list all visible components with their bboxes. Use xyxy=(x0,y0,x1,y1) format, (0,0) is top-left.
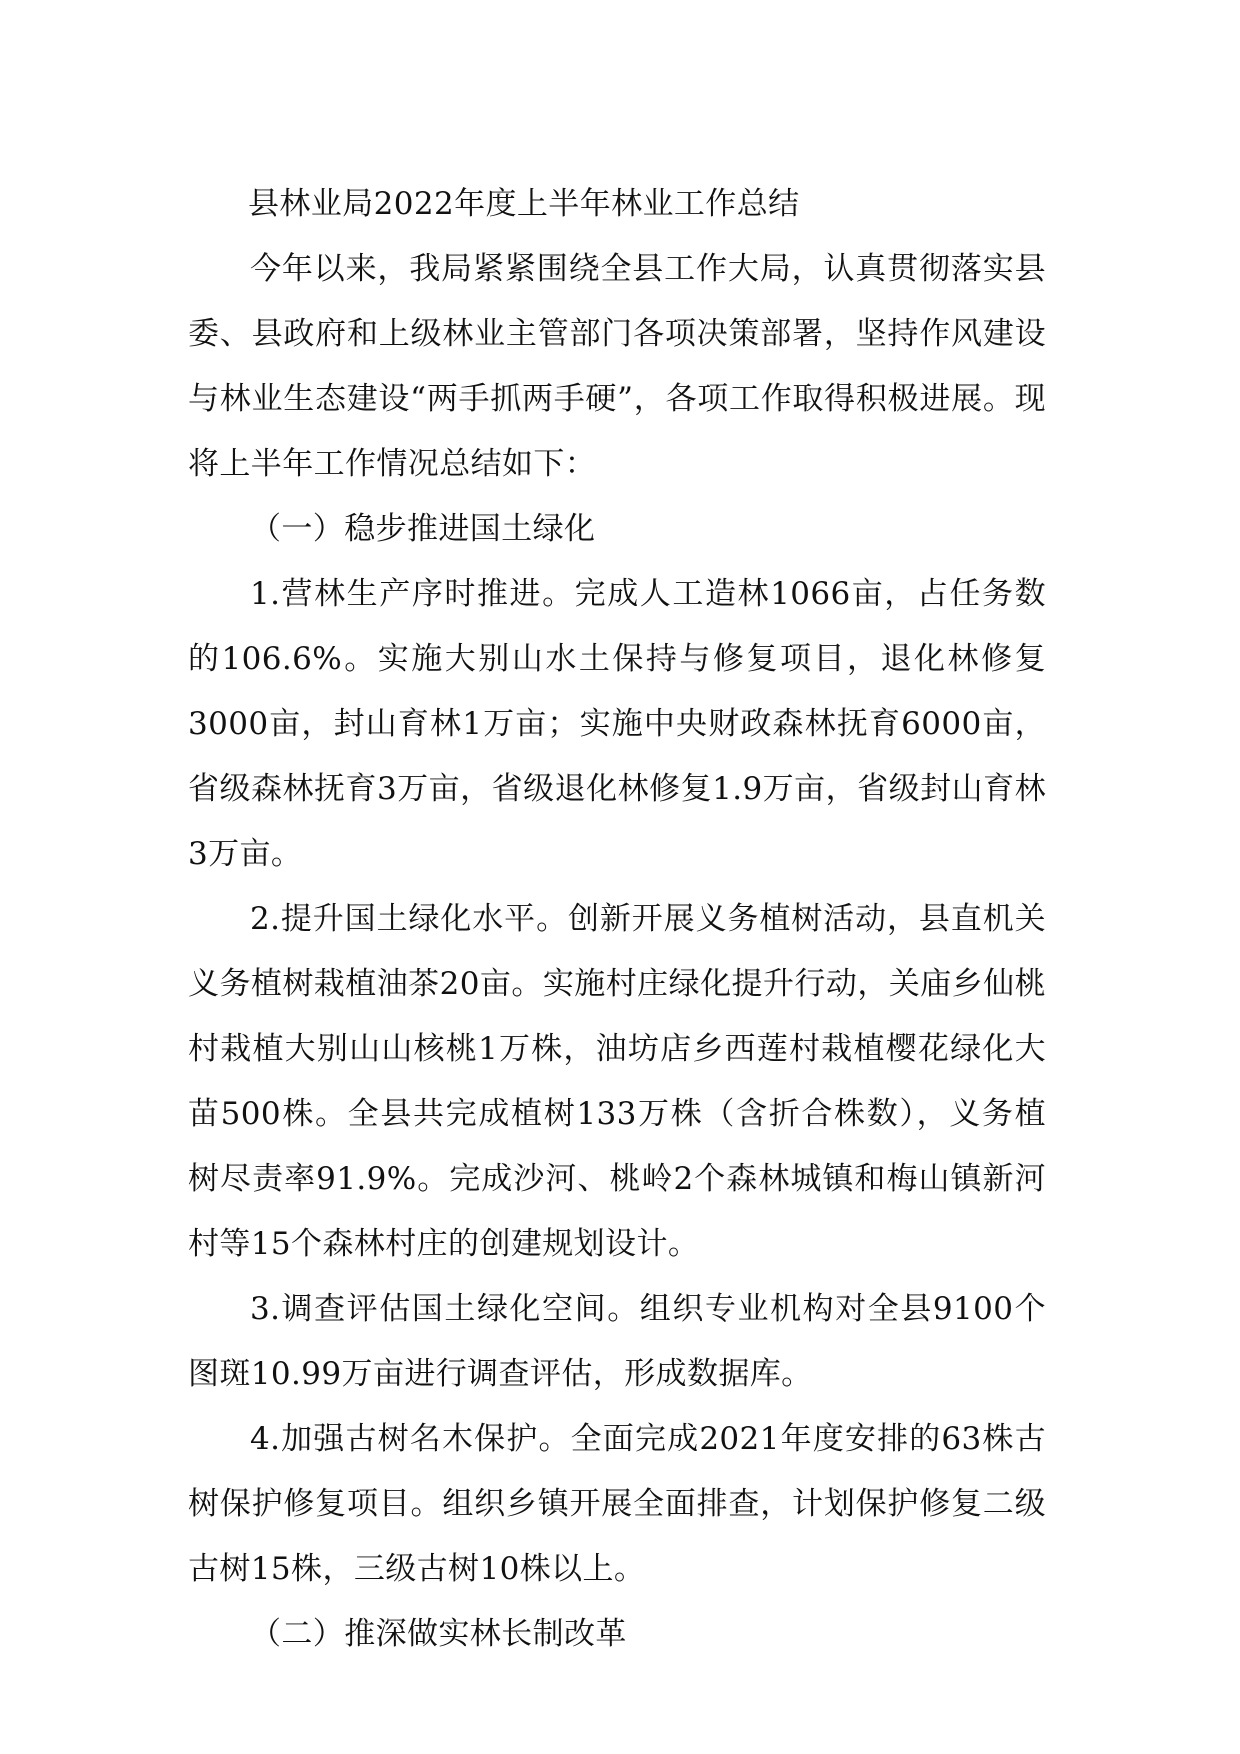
paragraph-item-2: 2.提升国土绿化水平。创新开展义务植树活动，县直机关义务植树栽植油茶20亩。实施村庄绿化提升行动，关庙乡仙桃村栽植大别山山核桃1万株，油坊店乡西莲村栽植樱花绿化大苗500株。全县共完成植树133万株（含折合株数），义务植树尽责率91.9%。完成沙河、桃岭2个森林城镇和梅山镇新河村等15个森林村庄的创建规划设计。 xyxy=(188,901,1046,1262)
section-heading-1: （一）稳步推进国土绿化 xyxy=(250,511,596,547)
document-body xyxy=(188,172,1046,1667)
paragraph-item-4: 4.加强古树名木保护。全面完成2021年度安排的63株古树保护修复项目。组织乡镇开展全面排查，计划保护修复二级古树15株，三级古树10株以上。 xyxy=(188,1421,1046,1587)
document-title: 县林业局2022年度上半年林业工作总结 xyxy=(248,186,800,222)
section-heading-2: （二）推深做实林长制改革 xyxy=(250,1616,627,1652)
paragraph-item-3: 3.调查评估国土绿化空间。组织专业机构对全县9100个图斑10.99万亩进行调查评估，形成数据库。 xyxy=(188,1291,1046,1392)
intro-paragraph: 今年以来，我局紧紧围绕全县工作大局，认真贯彻落实县委、县政府和上级林业主管部门各项决策部署，坚持作风建设与林业生态建设“两手抓两手硬”，各项工作取得积极进展。现将上半年工作情况总结如下： xyxy=(188,251,1046,482)
paragraph-item-1: 1.营林生产序时推进。完成人工造林1066亩，占任务数的106.6%。实施大别山水土保持与修复项目，退化林修复3000亩，封山育林1万亩；实施中央财政森林抚育6000亩，省级森林抚育3万亩，省级退化林修复1.9万亩，省级封山育林3万亩。 xyxy=(188,576,1046,872)
